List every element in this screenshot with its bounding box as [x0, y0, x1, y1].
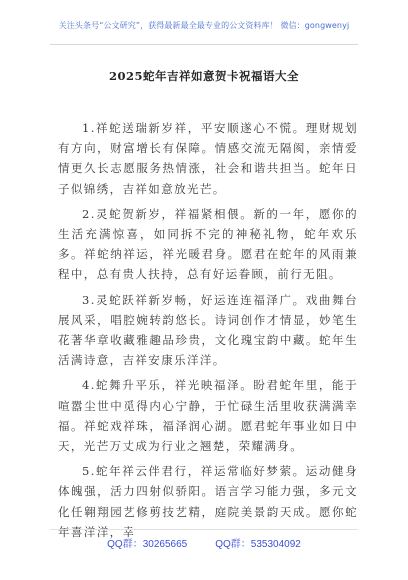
document-body	[58, 118, 358, 547]
footer-qq-group-2: QQ群：535304092	[215, 539, 301, 550]
paragraph-4: 4.蛇舞升平乐，祥光映福泽。盼君蛇年里，能于喧嚣尘世中觅得内心宁静，于忙碌生活里收获满满幸福。祥蛇戏祥珠，福泽润心湖。愿君蛇年事业如日中天，光芒万丈成为行业之翘楚，荣耀满身。	[58, 378, 358, 454]
paragraph-3: 3.灵蛇跃祥新岁畅，好运连连福泽广。戏曲舞台展风采，唱腔婉转韵悠长。诗词创作才情显，妙笔生花著华章收藏雅趣品珍贵，文化瑰宝韵中藏。蛇年生活满诗意，吉祥安康乐洋洋。	[58, 292, 358, 368]
banner-divider	[50, 44, 358, 45]
paragraph-1: 1.祥蛇送瑞新岁祥，平安顺遂心不慌。理财规划有方向，财富增长有保障。情感交流无隔阂，亲情爱情更久长志愿服务热情涨，社会和谐共担当。蛇年日子似锦绣，吉祥如意放光芒。	[58, 121, 358, 196]
paragraph-5: 5.蛇年祥云伴君行，祥运常临好梦萦。运动健身体魄强，活力四射似骄阳。语言学习能力强，多元文化任翱翔园艺修剪技艺精，庭院美景韵天成。愿你蛇年喜洋洋，幸	[58, 464, 358, 539]
footer-qq-group-1: QQ群：30265665	[107, 539, 188, 550]
document-title: 2025蛇年吉祥如意贺卡祝福语大全	[108, 69, 299, 83]
footer-divider	[50, 529, 358, 530]
paragraph-2: 2.灵蛇贺新岁，祥福紧相偎。新的一年，愿你的生活充满惊喜，如同拆不完的神秘礼物，蛇年欢乐多。祥蛇纳祥运，祥光暖君身。愿君在蛇年的风雨兼程中，总有贵人扶持，总有好运眷顾，前行无阻。	[58, 206, 358, 282]
footer	[0, 535, 408, 550]
top-banner: 关注头条号“公文研究”，获得最新最全最专业的公文资料库！ 微信：gongwenyj	[58, 21, 350, 30]
